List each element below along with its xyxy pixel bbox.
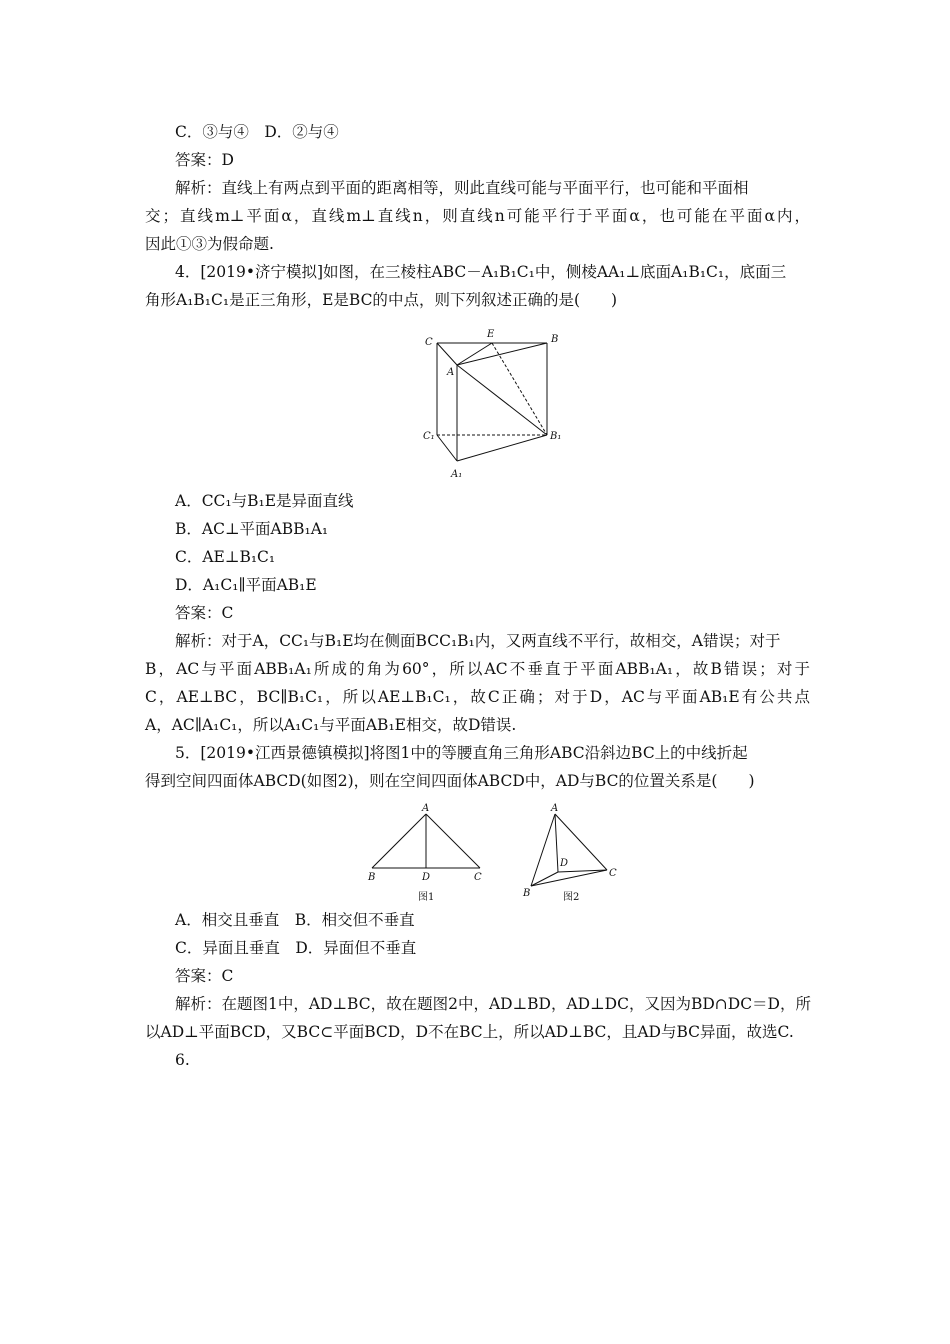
q5-figure-2	[515, 800, 630, 905]
label-c1: C₁	[423, 431, 435, 442]
edge-ac	[426, 814, 480, 868]
edge-ae	[457, 343, 492, 365]
q5-analysis-line-2: 以AD⊥平面BCD，又BC⊂平面BCD，D不在BC上，所以AD⊥BC，且AD与BC异面，故选C.	[145, 1023, 794, 1041]
q4-option-c: C．AE⊥B₁C₁	[175, 548, 276, 566]
label-b1: B₁	[550, 431, 562, 442]
q4-analysis-line-4: A，AC∥A₁C₁，所以A₁C₁与平面AB₁E相交，故D错误.	[145, 716, 517, 734]
fig1-caption: 图1	[418, 892, 435, 903]
q4-analysis-line-2: B，AC与平面ABB₁A₁所成的角为60°，所以AC不垂直于平面ABB₁A₁，故B错误；对于	[145, 660, 810, 678]
q5-answer: 答案：C	[175, 967, 234, 985]
fig2-label-a: A	[551, 803, 559, 814]
q4-analysis-line-3: C，AE⊥BC，BC∥B₁C₁，所以AE⊥B₁C₁，故C正确；对于D，AC与平面AB₁E有公共点	[145, 688, 810, 706]
edge-c1a1	[437, 435, 457, 461]
fig1-label-c: C	[474, 872, 482, 883]
q5-analysis-line-1: 解析：在题图1中，AD⊥BC，故在题图2中，AD⊥BD，AD⊥DC，又因为BD∩DC＝D，所	[175, 995, 811, 1013]
fig1-label-a: A	[422, 803, 430, 814]
q4-answer: 答案：C	[175, 604, 234, 622]
q5-stem-line-1: 5．[2019•江西景德镇模拟]将图1中的等腰直角三角形ABC沿斜边BC上的中线折起	[175, 744, 748, 762]
q4-option-b: B．AC⊥平面ABB₁A₁	[175, 520, 329, 538]
label-a: A	[447, 367, 455, 378]
q3-answer: 答案：D	[175, 151, 234, 169]
q5-stem-line-2: 得到空间四面体ABCD(如图2)，则在空间四面体ABCD中，AD与BC的位置关系是( )	[145, 772, 755, 790]
fig2-label-c: C	[609, 868, 617, 879]
q3-options-cd: C．③与④ D．②与④	[175, 123, 339, 141]
edge-ab	[457, 343, 547, 365]
q6-number: 6.	[175, 1051, 190, 1069]
fig1-label-d: D	[422, 872, 431, 883]
edge-ba	[372, 814, 426, 868]
q3-analysis-line-1: 解析：直线上有两点到平面的距离相等，则此直线可能与平面平行，也可能和平面相	[175, 179, 749, 197]
edge-ad	[555, 814, 558, 872]
fig2-label-b: B	[523, 888, 531, 899]
q4-option-d: D．A₁C₁∥平面AB₁E	[175, 576, 317, 594]
edge-a1b1	[457, 435, 547, 461]
edge-ab1	[457, 365, 547, 435]
fig1-label-b: B	[368, 872, 376, 883]
edge-eb1-hidden	[492, 343, 547, 435]
fig2-caption: 图2	[563, 892, 580, 903]
q4-stem-line-2: 角形A₁B₁C₁是正三角形，E是BC的中点，则下列叙述正确的是( )	[145, 291, 618, 309]
label-c: C	[425, 337, 433, 348]
label-b: B	[551, 334, 559, 345]
q3-analysis-line-2: 交；直线m⊥平面α，直线m⊥直线n，则直线n可能平行于平面α，也可能在平面α内，	[145, 207, 810, 225]
q3-analysis-line-3: 因此①③为假命题.	[145, 235, 274, 253]
q4-stem-line-1: 4．[2019•济宁模拟]如图，在三棱柱ABC－A₁B₁C₁中，侧棱AA₁⊥底面A₁B₁C₁，底面三	[175, 263, 787, 281]
label-e: E	[487, 329, 495, 340]
edge-ca	[437, 343, 457, 365]
q5-options-ab: A．相交且垂直 B．相交但不垂直	[175, 911, 415, 929]
q5-options-cd: C．异面且垂直 D．异面但不垂直	[175, 939, 417, 957]
edge-bc	[531, 870, 607, 886]
q5-figure-1	[362, 800, 497, 905]
q4-option-a: A．CC₁与B₁E是异面直线	[175, 492, 354, 510]
label-a1: A₁	[451, 469, 463, 480]
q4-prism-figure	[415, 325, 575, 490]
q4-analysis-line-1: 解析：对于A，CC₁与B₁E均在侧面BCC₁B₁内，又两直线不平行，故相交，A错误；对于	[175, 632, 781, 650]
fig2-label-d: D	[560, 858, 569, 869]
